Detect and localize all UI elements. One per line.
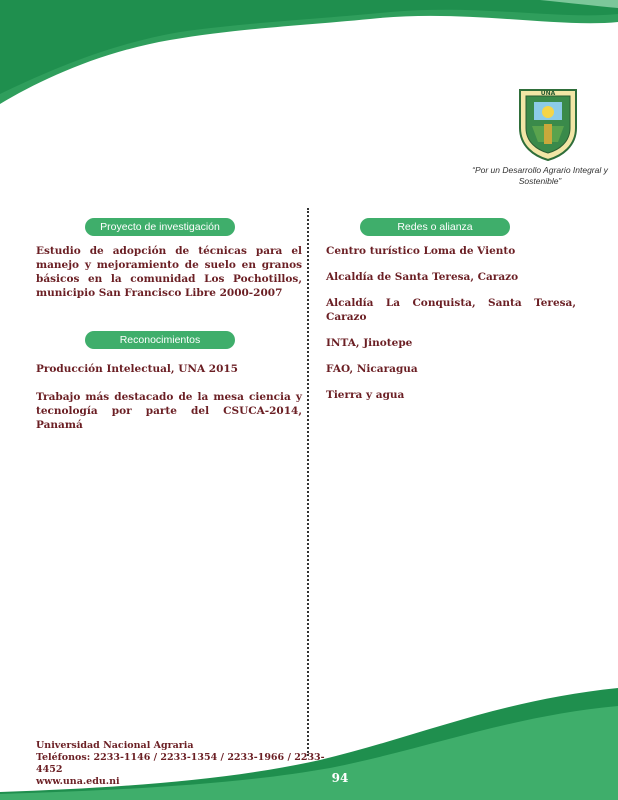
slogan: “Por un Desarrollo Agrario Integral y Sostenible”	[472, 165, 608, 186]
redes-item: Alcaldía de Santa Teresa, Carazo	[326, 271, 519, 283]
redes-item: Alcaldía La Conquista, Santa Teresa, Carazo	[326, 297, 576, 323]
proyecto-text: Estudio de adopción de técnicas para el manejo y mejoramiento de suelo en granos básicos en la comunidad Los Pochotillos, municipio San Francisco Libre 2000-2007	[36, 245, 302, 299]
redes-item: Centro turístico Loma de Viento	[326, 245, 516, 257]
footer-contact	[36, 740, 326, 788]
una-logo	[514, 86, 582, 162]
footer-phones: Teléfonos: 2233-1146 / 2233-1354 / 2233-1966 / 2233-4452	[36, 752, 325, 775]
redes-item: Tierra y agua	[326, 389, 405, 401]
reconocimiento-item: Trabajo más destacado de la mesa ciencia y tecnología por parte del CSUCA-2014, Panamá	[36, 391, 302, 431]
page-number: 94	[331, 771, 349, 785]
svg-text:UNA: UNA	[540, 90, 556, 97]
redes-list	[326, 244, 576, 402]
reconocimiento-item: Producción Intelectual, UNA 2015	[36, 363, 238, 375]
redes-item: FAO, Nicaragua	[326, 363, 418, 375]
redes-heading: Redes o alianza	[360, 218, 510, 236]
redes-item: INTA, Jinotepe	[326, 337, 413, 349]
proyecto-heading: Proyecto de investigación	[85, 218, 235, 236]
footer-institution: Universidad Nacional Agraria	[36, 740, 194, 751]
reconocimientos-heading: Reconocimientos	[85, 331, 235, 349]
footer-website: www.una.edu.ni	[36, 776, 120, 787]
